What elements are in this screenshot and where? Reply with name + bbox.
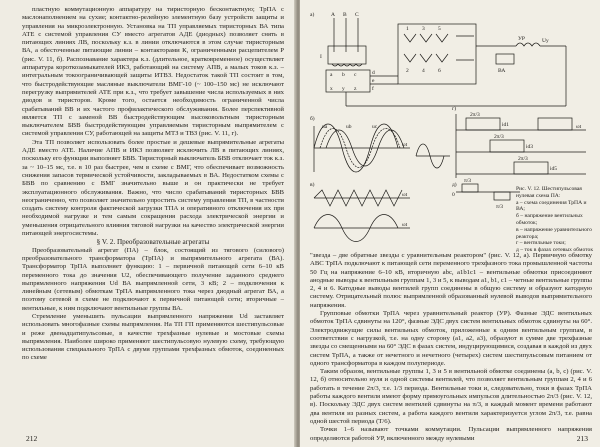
circuit-label: 2 [406,68,409,74]
paragraph: "звезда – две обратные звезды с уравнительным реактором" (рис. V. 12, а). Первичную обмотку ABC ТрПА подключают к питающей сети переменного трехфазного тока промышленной частоты 50 Гц на напряжение 6–10 кВ, вторичную abc, a1b1c1 – вентильные обмотки присоединяют анодные выводы к вентильным группам 1, 3 и 5, к выводам a1, b1, c1 – четные вентильные группы 2, 4 и 6. Катодные выводы вентилей групп соединены в общую систему и образуют катодную систему. Отрицательный полюс выпрямленной образованный нулевой выводов выпрямительного напряжения. [310,252,592,309]
panel-label: б) [310,116,315,122]
paragraph: Преобразовательный агрегат (ПА) – блок, состоящий из тягового (силового) преобразовательного трансформатора (ТрПА) и выпрямительного агрегата (ВА). Трансформатор ТрПА выполняет функцию: 1 – первичной питающей сети 6–10 кВ переменного тока до значения U2, обеспечивающего получение заданного среднего выпрямленного напряжения Ud ВА выпрямленной сети, 3 кВ; 2 – подключения к линейным (сетевым) обмоткам ТрПА выпрямленного тока через диодный агрегат ВА, а поэтому сетевой в схеме не подключают к первичной питающей сети; вторичные – вентильные, к ним подключают вентильные группы ВА. [22,246,284,312]
caption-item: г – вентильные токи; [516,240,566,247]
paragraph: Эта ТП позволяет использовать более простые и дешевые выпрямительные агрегаты АДЕ вместо АТЕ. Наличие АПВ и ИКЗ позволяет исключить ЛВ в питающих линиях, поскольку его функции выполняет БВВ. Тиристорный выключатель БВВ отключает ток к.з. за ~ 10–15 мс, т.е. в 10 раз быстрее, чем в схеме с ВМГ, что обеспечивает возможность снижения запасов термической устойчивости, закладываемых в ВА. Недостатком схемы с БВВ по сравнению с ВМГ значительно выше и он практически не требует эксплуатационного обслуживания. Важно, что число срабатываний тиристорных БВВ неограниченно, что позволяет значительно упростить систему управления ТП, в частности создать систему контроля фактической загрузки ТПА и оперативного отключения их при необходимой нагрузке и тем самым сокращения расхода электрической энергии и уменьшения отрицательного влияния тяговой нагрузки на качество электрической энергии питающей энергосистемы. [22,138,284,238]
paragraph: Стремление уменьшить пульсации выпрямленного напряжения Ud заставляет использовать многофазные схемы выпрямления. На ТП ГП применяются шестипульсовые и реже двенадцатипульсовые, в качестве трехфазные нулевые и мостовые схемы выпрямления. Наиболее широко применяют шестипульсовую нулевую схему, требующую использования специального ТрПА с двумя группами трехфазных обмоток, соединенных по схеме [22,312,284,362]
circuit-label: Uy [542,38,549,44]
phase-label: id1 [502,122,510,128]
axis-label: ωt [576,124,582,130]
phase-label: ua [322,124,328,130]
circuit-label: a [330,72,333,78]
paragraph: пластную коммутационную аппаратуру на тиристорную бесконтактную; ТрПА с маслонаполнением на сухие; контактно-релейную элементную базу устройств защиты и управления на микроэлектронную. Установка на ТП управляемых тиристорных ВА типа АТЕ с системой управления СУ вместо агрегатов АДЕ (диодных) позволяет снять в питающих линиях ЛВ, поскольку к.з. в линии отключаются в этом случае тиристорным ВА, а обесточенные питающие линии – контакторами К, ограниченными расцепителем Р (рис. V. 11, б). Распознавание характера к.з. (длительное, кратковременное) осуществляет аппаратура короткозамыкателей ИКЗ, работающий на систему АПВ, а малых токов к.з. – интегральным токоограничивающей защиты ИТВЗ. Недостаток такой ТП состоит в том, что быстродействующие масляные выключатели ВМГ-10 (~ 100–150 мс) не исключают перегрузку выпрямителей АТЕ при к.з., что требует завышение числа используемых в них диодов и тиристоров. Кроме того, остается необходимость ограниченной числа срабатываний ВВ и их частого профилактического обслуживания. Более перспективной является ТП с заменой ВВ быстродействующим высоковольтным тиристорным выключателем БВВ быстродействующим управляемым тиристорным выпрямителем с системой управления СУ, работающей на защиты МТЗ и ТВЗ (рис. V. 11, г). [22,6,284,138]
caption-item: а – схема соединения ТрПА и ВА; [516,199,587,213]
page-number-left: 212 [26,434,38,443]
caption-item: б – напряжение вентильных обмоток; [516,213,583,226]
panel-label: а) [310,12,315,18]
section-heading: § V. 2. Преобразовательные агрегаты [96,238,210,247]
right-page [300,0,600,447]
panel-label: д) [452,182,457,188]
circuit-label: 4 [422,68,425,74]
caption-title: Рис. V. 12. Шестипульсовая нулевая схема ПА: [516,186,582,199]
circuit-label: 5 [438,26,441,32]
circuit-label: x [330,86,333,92]
paragraph: Точки 1–6 называют точками коммутации. Пульсации выпрямленного напряжения определяются работой УР, включенного между нулевыми [310,426,592,442]
phase-label: ub [346,124,352,130]
circuit-label: ВА [498,68,506,74]
figure-caption [516,186,594,254]
left-body-text [22,6,284,363]
circuit-label: c [354,72,357,78]
circuit-label: f [372,86,374,92]
circuit-label: C [355,12,359,18]
circuit-label: y [342,86,345,92]
circuit-label: e [372,78,375,84]
phase-label: id5 [550,166,558,172]
axis-label: ωt [402,222,408,228]
page-number-right: 213 [576,434,588,443]
circuit-label: I [320,54,322,60]
phase-label: uc [372,124,378,130]
phase-label: id3 [526,144,534,150]
period-label: 2π/3 [470,112,480,118]
circuit-label: z [354,86,357,92]
panel-label: в) [310,182,315,188]
axis-label: ωt [402,192,408,198]
period-label: 2π/3 [518,156,528,162]
paragraph: Таким образом, вентильные группы 1, 3 и 5 в вентильной обмотке соединены (а, b, c) (рис. V. 12, б) относительно нуля и одной системы вентилей, что позволяет вентильным группам 2, 4 и 6 работать в течение 2π/3, т.е. 1/3 периода. Вентильные токи и, следовательно, токи в фазах ТрПА работы каждого вентиля имеют форму прямоугольных импульсов длительностью 2π/3 (рис. V. 12, в). Поскольку ЭДС двух систем вентилей сдвинуты на π/3, в каждый момент времени работают два вентиля из разных систем, а работа каждого вентиля характеризуется углом 2π/3, т.е. равна одной шестой периода (T/6). [310,368,592,425]
circuit-label: A [331,12,335,18]
left-page [0,0,296,447]
caption-item: д – ток в фазах сетевых обмоток [516,247,594,254]
circuit-label: B [343,12,347,18]
circuit-label: 1 [406,26,409,32]
paragraph: Групповые обмотки ТрПА через уравнительный реактор (УР). Фазные ЭДС вентильных обмоток ТрПА сдвинуты на 120°, фазные ЭДС двух систем вентильных обмоток сдвинуты на 60°. Электродвижущие силы вентильных обмоток, приложенные к одним вентильным группам, в соответствии с нагрузкой, т.е. на одну сторону (а1, а2, а3), образуют в сумме две трехфазные звезды со смещенными на 60° ЭДС в фазах систем, индуцирующимися, создавая в каждой из двух систем ТрПА, а также от нечетного и нечетного (четырех) систем шестипульсовым питанием от одного трансформатора в каждом полупериоде. [310,310,592,367]
panel-label: г) [452,106,457,112]
circuit-label: 3 [422,26,425,32]
circuit-label: 6 [438,68,441,74]
period-label: 0 [452,192,455,198]
period-label: π/3 [464,178,472,184]
right-body-text [310,252,592,443]
circuit-label: d [372,70,375,76]
circuit-label: УР [518,36,525,42]
axis-label: ωt [402,142,408,148]
caption-item: в – напряжение уравнительного реактора; [516,226,592,240]
period-label: π/3 [496,204,504,210]
period-label: 2π/3 [494,134,504,140]
circuit-label: b [342,72,345,78]
